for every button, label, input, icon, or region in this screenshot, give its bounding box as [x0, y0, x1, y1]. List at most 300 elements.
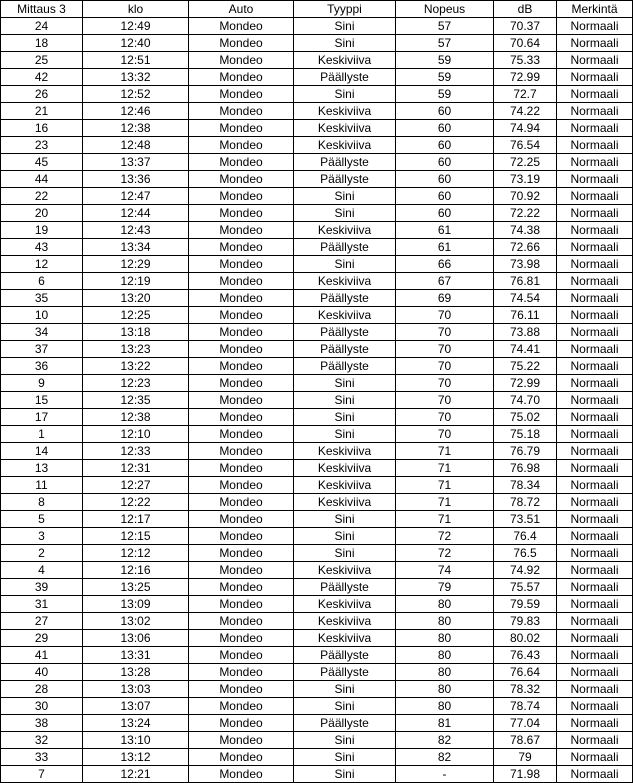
cell-tyyppi: Päällyste — [294, 290, 396, 307]
cell-mittaus: 43 — [1, 239, 83, 256]
cell-tyyppi: Päällyste — [294, 69, 396, 86]
cell-tyyppi: Päällyste — [294, 715, 396, 732]
table-row — [1, 528, 633, 545]
cell-db: 73.19 — [494, 171, 557, 188]
cell-klo: 13:10 — [83, 732, 189, 749]
cell-db: 77.04 — [494, 715, 557, 732]
cell-db: 74.41 — [494, 341, 557, 358]
table-row — [1, 222, 633, 239]
cell-tyyppi: Päällyste — [294, 324, 396, 341]
column-header-klo: klo — [83, 1, 189, 18]
table-row — [1, 443, 633, 460]
cell-klo: 12:49 — [83, 18, 189, 35]
cell-tyyppi: Keskiviiva — [294, 120, 396, 137]
cell-mittaus: 11 — [1, 477, 83, 494]
cell-merkinta: Normaali — [557, 154, 633, 171]
table-row — [1, 375, 633, 392]
table-row — [1, 477, 633, 494]
table-row — [1, 120, 633, 137]
cell-nopeus: 82 — [396, 732, 494, 749]
cell-db: 80.02 — [494, 630, 557, 647]
cell-auto: Mondeo — [189, 647, 294, 664]
cell-klo: 12:47 — [83, 188, 189, 205]
cell-nopeus: 72 — [396, 545, 494, 562]
cell-merkinta: Normaali — [557, 647, 633, 664]
cell-auto: Mondeo — [189, 579, 294, 596]
cell-tyyppi: Keskiviiva — [294, 596, 396, 613]
table-row — [1, 545, 633, 562]
cell-tyyppi: Sini — [294, 409, 396, 426]
cell-db: 76.98 — [494, 460, 557, 477]
cell-klo: 13:23 — [83, 341, 189, 358]
cell-nopeus: 60 — [396, 205, 494, 222]
cell-nopeus: 71 — [396, 494, 494, 511]
table-row — [1, 409, 633, 426]
cell-nopeus: 70 — [396, 392, 494, 409]
table-row — [1, 69, 633, 86]
cell-merkinta: Normaali — [557, 562, 633, 579]
cell-nopeus: 60 — [396, 137, 494, 154]
cell-nopeus: 59 — [396, 86, 494, 103]
cell-db: 70.37 — [494, 18, 557, 35]
cell-mittaus: 41 — [1, 647, 83, 664]
cell-tyyppi: Päällyste — [294, 341, 396, 358]
cell-auto: Mondeo — [189, 18, 294, 35]
cell-merkinta: Normaali — [557, 256, 633, 273]
cell-auto: Mondeo — [189, 137, 294, 154]
cell-merkinta: Normaali — [557, 664, 633, 681]
cell-mittaus: 34 — [1, 324, 83, 341]
cell-mittaus: 19 — [1, 222, 83, 239]
cell-merkinta: Normaali — [557, 681, 633, 698]
cell-nopeus: 80 — [396, 681, 494, 698]
cell-auto: Mondeo — [189, 120, 294, 137]
cell-tyyppi: Sini — [294, 545, 396, 562]
cell-merkinta: Normaali — [557, 222, 633, 239]
cell-auto: Mondeo — [189, 664, 294, 681]
cell-auto: Mondeo — [189, 715, 294, 732]
cell-mittaus: 17 — [1, 409, 83, 426]
cell-klo: 13:07 — [83, 698, 189, 715]
cell-tyyppi: Keskiviiva — [294, 273, 396, 290]
table-row — [1, 698, 633, 715]
table-row — [1, 664, 633, 681]
cell-merkinta: Normaali — [557, 630, 633, 647]
cell-klo: 13:20 — [83, 290, 189, 307]
table-row — [1, 562, 633, 579]
cell-auto: Mondeo — [189, 171, 294, 188]
cell-db: 74.92 — [494, 562, 557, 579]
cell-nopeus: 69 — [396, 290, 494, 307]
cell-db: 78.32 — [494, 681, 557, 698]
cell-tyyppi: Sini — [294, 375, 396, 392]
column-header-nopeus: Nopeus — [396, 1, 494, 18]
cell-merkinta: Normaali — [557, 715, 633, 732]
cell-klo: 12:29 — [83, 256, 189, 273]
cell-merkinta: Normaali — [557, 103, 633, 120]
cell-klo: 13:06 — [83, 630, 189, 647]
cell-db: 79.83 — [494, 613, 557, 630]
cell-db: 72.22 — [494, 205, 557, 222]
cell-db: 76.5 — [494, 545, 557, 562]
table-row — [1, 732, 633, 749]
cell-auto: Mondeo — [189, 766, 294, 783]
cell-db: 76.43 — [494, 647, 557, 664]
table-row — [1, 647, 633, 664]
cell-merkinta: Normaali — [557, 188, 633, 205]
cell-mittaus: 38 — [1, 715, 83, 732]
column-header-merkinta: Merkintä — [557, 1, 633, 18]
column-header-tyyppi: Tyyppi — [294, 1, 396, 18]
cell-mittaus: 40 — [1, 664, 83, 681]
cell-auto: Mondeo — [189, 392, 294, 409]
cell-mittaus: 37 — [1, 341, 83, 358]
cell-db: 79.59 — [494, 596, 557, 613]
cell-merkinta: Normaali — [557, 120, 633, 137]
cell-klo: 12:43 — [83, 222, 189, 239]
cell-mittaus: 6 — [1, 273, 83, 290]
table-row — [1, 188, 633, 205]
cell-merkinta: Normaali — [557, 239, 633, 256]
cell-mittaus: 25 — [1, 52, 83, 69]
cell-merkinta: Normaali — [557, 511, 633, 528]
table-row — [1, 749, 633, 766]
cell-db: 72.99 — [494, 375, 557, 392]
table-row — [1, 494, 633, 511]
cell-nopeus: 59 — [396, 52, 494, 69]
cell-tyyppi: Sini — [294, 766, 396, 783]
cell-klo: 12:31 — [83, 460, 189, 477]
cell-merkinta: Normaali — [557, 392, 633, 409]
cell-merkinta: Normaali — [557, 137, 633, 154]
cell-merkinta: Normaali — [557, 460, 633, 477]
table-row — [1, 341, 633, 358]
cell-auto: Mondeo — [189, 205, 294, 222]
cell-auto: Mondeo — [189, 154, 294, 171]
cell-nopeus: 80 — [396, 613, 494, 630]
cell-tyyppi: Sini — [294, 188, 396, 205]
cell-db: 78.74 — [494, 698, 557, 715]
cell-tyyppi: Keskiviiva — [294, 477, 396, 494]
cell-tyyppi: Päällyste — [294, 579, 396, 596]
cell-klo: 12:19 — [83, 273, 189, 290]
cell-auto: Mondeo — [189, 103, 294, 120]
cell-merkinta: Normaali — [557, 766, 633, 783]
cell-merkinta: Normaali — [557, 732, 633, 749]
cell-klo: 12:23 — [83, 375, 189, 392]
cell-mittaus: 30 — [1, 698, 83, 715]
cell-mittaus: 13 — [1, 460, 83, 477]
cell-nopeus: 71 — [396, 443, 494, 460]
cell-nopeus: 60 — [396, 188, 494, 205]
cell-klo: 12:15 — [83, 528, 189, 545]
cell-nopeus: 57 — [396, 35, 494, 52]
cell-auto: Mondeo — [189, 545, 294, 562]
cell-mittaus: 15 — [1, 392, 83, 409]
cell-nopeus: 60 — [396, 154, 494, 171]
cell-mittaus: 39 — [1, 579, 83, 596]
cell-tyyppi: Keskiviiva — [294, 630, 396, 647]
cell-nopeus: 70 — [396, 307, 494, 324]
cell-tyyppi: Päällyste — [294, 647, 396, 664]
cell-auto: Mondeo — [189, 307, 294, 324]
table-row — [1, 426, 633, 443]
cell-nopeus: 61 — [396, 239, 494, 256]
cell-tyyppi: Sini — [294, 426, 396, 443]
cell-nopeus: 71 — [396, 477, 494, 494]
cell-tyyppi: Keskiviiva — [294, 494, 396, 511]
cell-db: 76.81 — [494, 273, 557, 290]
cell-merkinta: Normaali — [557, 86, 633, 103]
table-row — [1, 613, 633, 630]
cell-nopeus: 59 — [396, 69, 494, 86]
cell-tyyppi: Keskiviiva — [294, 222, 396, 239]
cell-nopeus: 71 — [396, 511, 494, 528]
cell-mittaus: 31 — [1, 596, 83, 613]
cell-klo: 13:24 — [83, 715, 189, 732]
cell-tyyppi: Keskiviiva — [294, 137, 396, 154]
table-row — [1, 273, 633, 290]
cell-db: 76.64 — [494, 664, 557, 681]
cell-auto: Mondeo — [189, 630, 294, 647]
cell-nopeus: 74 — [396, 562, 494, 579]
table-row — [1, 205, 633, 222]
cell-auto: Mondeo — [189, 409, 294, 426]
cell-mittaus: 33 — [1, 749, 83, 766]
cell-db: 78.72 — [494, 494, 557, 511]
cell-merkinta: Normaali — [557, 205, 633, 222]
cell-nopeus: 70 — [396, 324, 494, 341]
cell-merkinta: Normaali — [557, 477, 633, 494]
table-row — [1, 103, 633, 120]
cell-tyyppi: Sini — [294, 18, 396, 35]
cell-auto: Mondeo — [189, 358, 294, 375]
cell-mittaus: 28 — [1, 681, 83, 698]
cell-mittaus: 35 — [1, 290, 83, 307]
cell-tyyppi: Sini — [294, 749, 396, 766]
cell-auto: Mondeo — [189, 426, 294, 443]
cell-auto: Mondeo — [189, 324, 294, 341]
cell-tyyppi: Keskiviiva — [294, 562, 396, 579]
cell-tyyppi: Sini — [294, 205, 396, 222]
cell-tyyppi: Sini — [294, 392, 396, 409]
cell-nopeus: 60 — [396, 171, 494, 188]
cell-auto: Mondeo — [189, 596, 294, 613]
cell-auto: Mondeo — [189, 528, 294, 545]
cell-tyyppi: Keskiviiva — [294, 307, 396, 324]
cell-db: 74.38 — [494, 222, 557, 239]
cell-db: 74.22 — [494, 103, 557, 120]
table-row — [1, 715, 633, 732]
cell-db: 78.34 — [494, 477, 557, 494]
cell-auto: Mondeo — [189, 52, 294, 69]
cell-klo: 13:25 — [83, 579, 189, 596]
cell-mittaus: 27 — [1, 613, 83, 630]
cell-auto: Mondeo — [189, 443, 294, 460]
cell-tyyppi: Keskiviiva — [294, 460, 396, 477]
cell-db: 70.92 — [494, 188, 557, 205]
cell-tyyppi: Päällyste — [294, 171, 396, 188]
table-row — [1, 154, 633, 171]
table-row — [1, 579, 633, 596]
cell-nopeus: 60 — [396, 103, 494, 120]
cell-klo: 12:38 — [83, 409, 189, 426]
cell-tyyppi: Päällyste — [294, 154, 396, 171]
cell-mittaus: 29 — [1, 630, 83, 647]
table-row — [1, 511, 633, 528]
cell-db: 73.98 — [494, 256, 557, 273]
cell-tyyppi: Päällyste — [294, 239, 396, 256]
cell-tyyppi: Sini — [294, 511, 396, 528]
cell-auto: Mondeo — [189, 681, 294, 698]
table-row — [1, 35, 633, 52]
cell-tyyppi: Sini — [294, 86, 396, 103]
cell-db: 72.66 — [494, 239, 557, 256]
cell-auto: Mondeo — [189, 732, 294, 749]
cell-merkinta: Normaali — [557, 290, 633, 307]
cell-klo: 13:12 — [83, 749, 189, 766]
cell-klo: 12:17 — [83, 511, 189, 528]
cell-klo: 13:18 — [83, 324, 189, 341]
cell-klo: 13:28 — [83, 664, 189, 681]
cell-klo: 12:10 — [83, 426, 189, 443]
cell-merkinta: Normaali — [557, 579, 633, 596]
cell-klo: 13:09 — [83, 596, 189, 613]
cell-nopeus: 70 — [396, 375, 494, 392]
cell-merkinta: Normaali — [557, 324, 633, 341]
cell-db: 74.94 — [494, 120, 557, 137]
cell-db: 75.02 — [494, 409, 557, 426]
cell-tyyppi: Sini — [294, 256, 396, 273]
cell-klo: 13:31 — [83, 647, 189, 664]
cell-db: 75.22 — [494, 358, 557, 375]
cell-tyyppi: Keskiviiva — [294, 443, 396, 460]
cell-auto: Mondeo — [189, 86, 294, 103]
cell-mittaus: 14 — [1, 443, 83, 460]
cell-auto: Mondeo — [189, 562, 294, 579]
cell-merkinta: Normaali — [557, 443, 633, 460]
table-row — [1, 171, 633, 188]
cell-mittaus: 8 — [1, 494, 83, 511]
cell-nopeus: 80 — [396, 664, 494, 681]
cell-db: 76.54 — [494, 137, 557, 154]
cell-tyyppi: Sini — [294, 698, 396, 715]
cell-db: 73.88 — [494, 324, 557, 341]
cell-klo: 12:52 — [83, 86, 189, 103]
cell-tyyppi: Päällyste — [294, 358, 396, 375]
table-row — [1, 307, 633, 324]
cell-mittaus: 36 — [1, 358, 83, 375]
cell-klo: 12:46 — [83, 103, 189, 120]
cell-auto: Mondeo — [189, 69, 294, 86]
cell-merkinta: Normaali — [557, 273, 633, 290]
cell-klo: 13:37 — [83, 154, 189, 171]
cell-nopeus: 60 — [396, 120, 494, 137]
cell-klo: 12:16 — [83, 562, 189, 579]
cell-merkinta: Normaali — [557, 358, 633, 375]
cell-merkinta: Normaali — [557, 52, 633, 69]
cell-merkinta: Normaali — [557, 613, 633, 630]
cell-db: 72.7 — [494, 86, 557, 103]
table-row — [1, 290, 633, 307]
cell-auto: Mondeo — [189, 613, 294, 630]
cell-merkinta: Normaali — [557, 409, 633, 426]
cell-mittaus: 4 — [1, 562, 83, 579]
column-header-mittaus: Mittaus 3 — [1, 1, 83, 18]
cell-mittaus: 5 — [1, 511, 83, 528]
cell-db: 75.57 — [494, 579, 557, 596]
cell-klo: 12:21 — [83, 766, 189, 783]
cell-nopeus: 79 — [396, 579, 494, 596]
cell-tyyppi: Sini — [294, 681, 396, 698]
cell-nopeus: 57 — [396, 18, 494, 35]
cell-nopeus: 82 — [396, 749, 494, 766]
cell-auto: Mondeo — [189, 35, 294, 52]
table-row — [1, 256, 633, 273]
cell-mittaus: 32 — [1, 732, 83, 749]
cell-auto: Mondeo — [189, 375, 294, 392]
column-header-auto: Auto — [189, 1, 294, 18]
header-row — [1, 1, 633, 18]
cell-nopeus: 81 — [396, 715, 494, 732]
cell-klo: 12:38 — [83, 120, 189, 137]
table-row — [1, 86, 633, 103]
table-row — [1, 324, 633, 341]
cell-merkinta: Normaali — [557, 749, 633, 766]
cell-merkinta: Normaali — [557, 18, 633, 35]
cell-auto: Mondeo — [189, 290, 294, 307]
cell-klo: 13:02 — [83, 613, 189, 630]
cell-auto: Mondeo — [189, 698, 294, 715]
cell-mittaus: 2 — [1, 545, 83, 562]
cell-mittaus: 42 — [1, 69, 83, 86]
cell-nopeus: 80 — [396, 698, 494, 715]
cell-db: 73.51 — [494, 511, 557, 528]
table-row — [1, 18, 633, 35]
cell-nopeus: 70 — [396, 341, 494, 358]
cell-mittaus: 26 — [1, 86, 83, 103]
cell-auto: Mondeo — [189, 341, 294, 358]
cell-nopeus: - — [396, 766, 494, 783]
cell-mittaus: 44 — [1, 171, 83, 188]
cell-nopeus: 61 — [396, 222, 494, 239]
cell-tyyppi: Keskiviiva — [294, 52, 396, 69]
cell-nopeus: 71 — [396, 460, 494, 477]
cell-mittaus: 24 — [1, 18, 83, 35]
table-row — [1, 596, 633, 613]
cell-db: 74.70 — [494, 392, 557, 409]
cell-klo: 13:03 — [83, 681, 189, 698]
cell-mittaus: 1 — [1, 426, 83, 443]
cell-klo: 12:33 — [83, 443, 189, 460]
cell-mittaus: 22 — [1, 188, 83, 205]
cell-db: 74.54 — [494, 290, 557, 307]
cell-merkinta: Normaali — [557, 494, 633, 511]
cell-merkinta: Normaali — [557, 528, 633, 545]
cell-merkinta: Normaali — [557, 545, 633, 562]
cell-klo: 13:36 — [83, 171, 189, 188]
cell-db: 75.18 — [494, 426, 557, 443]
cell-tyyppi: Keskiviiva — [294, 613, 396, 630]
cell-mittaus: 3 — [1, 528, 83, 545]
cell-nopeus: 80 — [396, 630, 494, 647]
table-row — [1, 239, 633, 256]
cell-db: 79 — [494, 749, 557, 766]
cell-tyyppi: Sini — [294, 528, 396, 545]
cell-merkinta: Normaali — [557, 426, 633, 443]
cell-db: 71.98 — [494, 766, 557, 783]
cell-tyyppi: Päällyste — [294, 664, 396, 681]
